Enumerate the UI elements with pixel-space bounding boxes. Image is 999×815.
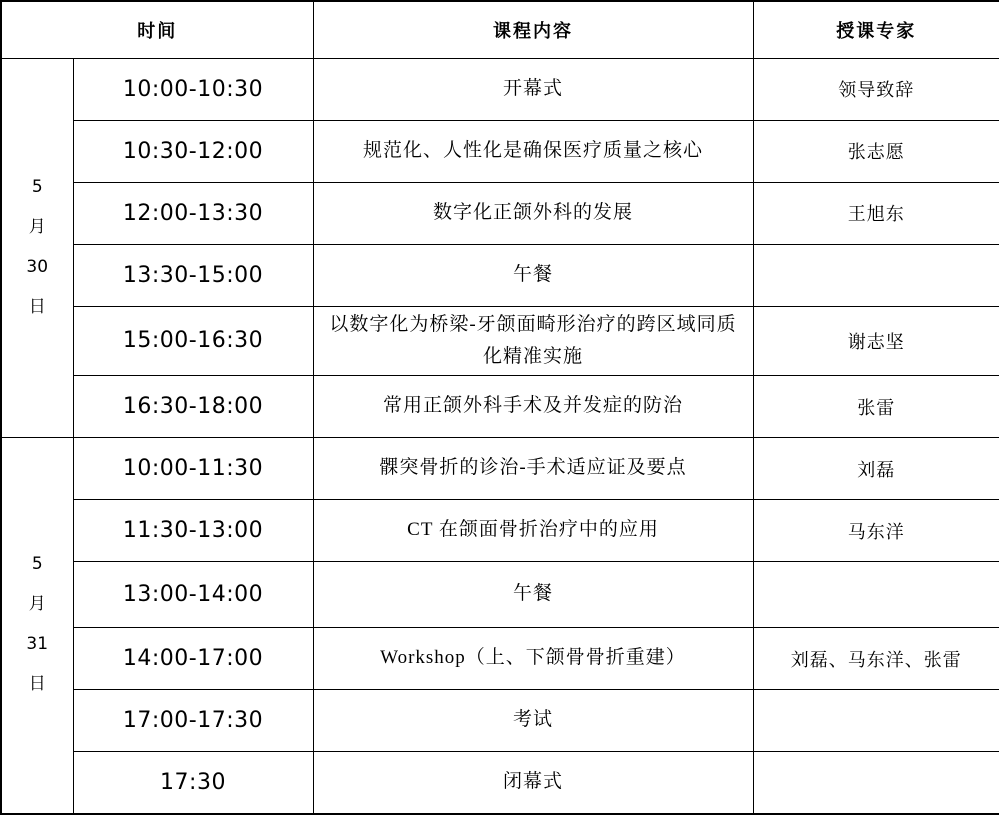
content-cell: 考试 — [313, 690, 753, 752]
date-line: 5 — [31, 176, 43, 197]
content-cell: CT 在颌面骨折治疗中的应用 — [313, 500, 753, 562]
content-cell: 常用正颌外科手术及并发症的防治 — [313, 376, 753, 438]
table-row — [1, 58, 999, 120]
table-row — [1, 438, 999, 500]
time-cell: 17:30 — [73, 752, 313, 814]
time-cell: 16:30-18:00 — [73, 376, 313, 438]
table-row — [1, 120, 999, 182]
table-header-row — [1, 1, 999, 58]
expert-cell — [753, 244, 999, 306]
time-cell: 15:00-16:30 — [73, 306, 313, 376]
date-cell-day2 — [1, 438, 73, 814]
header-expert: 授课专家 — [753, 1, 999, 58]
expert-cell: 张志愿 — [753, 120, 999, 182]
content-cell: 午餐 — [313, 244, 753, 306]
expert-cell — [753, 562, 999, 628]
content-cell: 闭幕式 — [313, 752, 753, 814]
date-line: 31 — [26, 634, 49, 655]
content-cell: 髁突骨折的诊治-手术适应证及要点 — [313, 438, 753, 500]
expert-cell: 谢志坚 — [753, 306, 999, 376]
table-row — [1, 628, 999, 690]
date-line: 月 — [28, 594, 46, 615]
table-row — [1, 690, 999, 752]
time-cell: 10:00-11:30 — [73, 438, 313, 500]
time-cell: 13:00-14:00 — [73, 562, 313, 628]
header-time: 时间 — [1, 1, 313, 58]
expert-cell: 领导致辞 — [753, 58, 999, 120]
date-line: 月 — [28, 216, 46, 237]
expert-cell: 王旭东 — [753, 182, 999, 244]
time-cell: 12:00-13:30 — [73, 182, 313, 244]
expert-cell: 刘磊、马东洋、张雷 — [753, 628, 999, 690]
time-cell: 14:00-17:00 — [73, 628, 313, 690]
time-cell: 10:00-10:30 — [73, 58, 313, 120]
expert-cell — [753, 752, 999, 814]
time-cell: 10:30-12:00 — [73, 120, 313, 182]
table-row — [1, 500, 999, 562]
table-row — [1, 562, 999, 628]
table-row — [1, 752, 999, 814]
content-cell: 以数字化为桥梁-牙颌面畸形治疗的跨区域同质化精准实施 — [313, 306, 753, 376]
expert-cell: 刘磊 — [753, 438, 999, 500]
date-line: 30 — [26, 256, 49, 277]
expert-cell: 马东洋 — [753, 500, 999, 562]
content-cell: 开幕式 — [313, 58, 753, 120]
time-cell: 11:30-13:00 — [73, 500, 313, 562]
table-row — [1, 306, 999, 376]
expert-cell: 张雷 — [753, 376, 999, 438]
time-cell: 17:00-17:30 — [73, 690, 313, 752]
header-content: 课程内容 — [313, 1, 753, 58]
table-row — [1, 244, 999, 306]
date-cell-day1 — [1, 58, 73, 438]
expert-cell — [753, 690, 999, 752]
content-cell: 数字化正颌外科的发展 — [313, 182, 753, 244]
table-row — [1, 376, 999, 438]
content-cell: 规范化、人性化是确保医疗质量之核心 — [313, 120, 753, 182]
time-cell: 13:30-15:00 — [73, 244, 313, 306]
date-line: 日 — [28, 674, 46, 695]
table-row — [1, 182, 999, 244]
date-line: 5 — [31, 554, 43, 575]
content-cell: 午餐 — [313, 562, 753, 628]
date-line: 日 — [28, 296, 46, 317]
content-cell: Workshop（上、下颌骨骨折重建） — [313, 628, 753, 690]
